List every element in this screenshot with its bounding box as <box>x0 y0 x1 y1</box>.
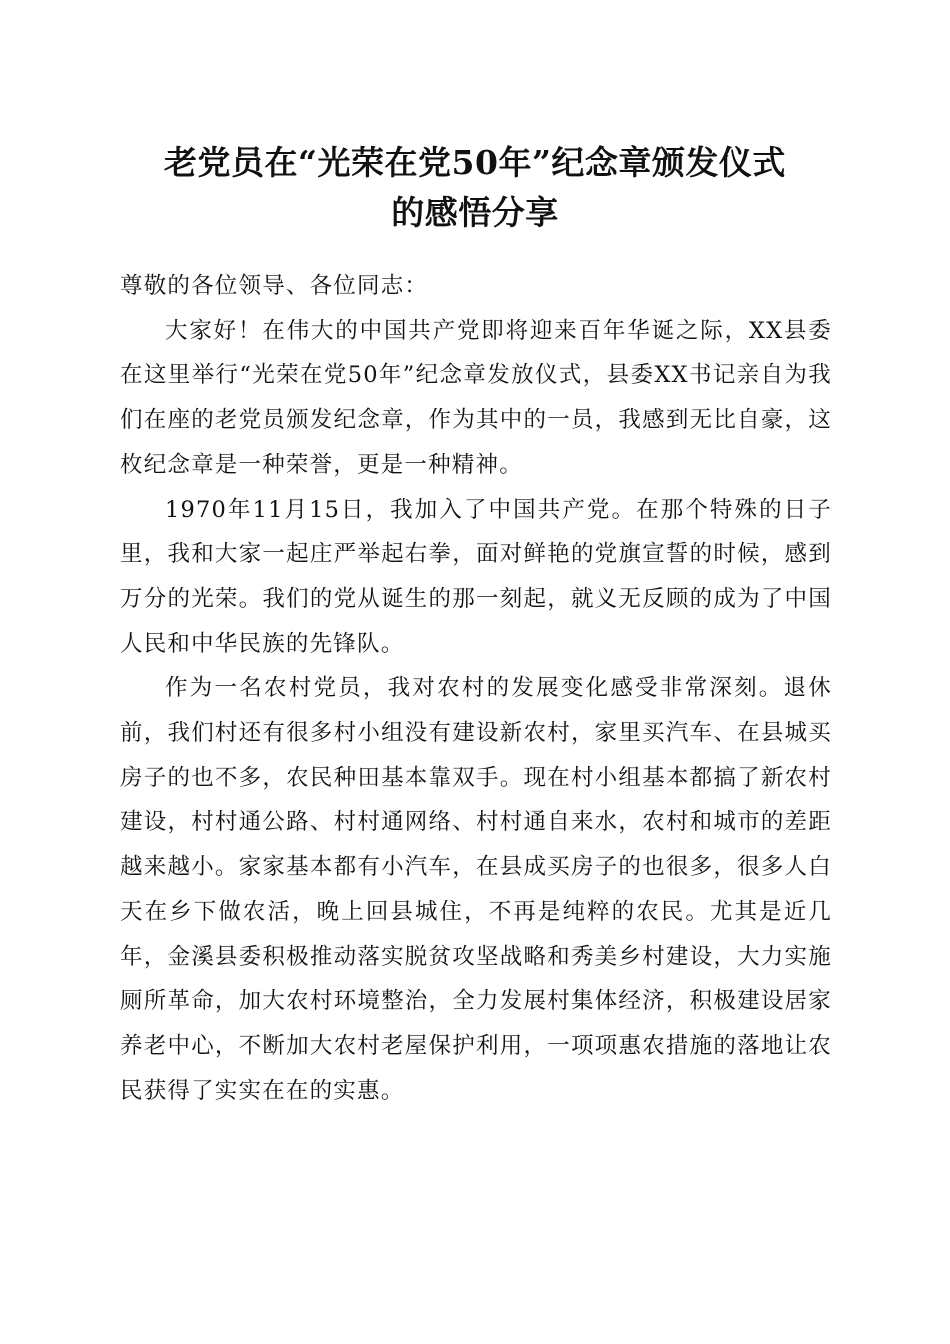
document-body <box>120 264 832 1113</box>
paragraph-rural-development: 作为一名农村党员，我对农村的发展变化感受非常深刻。退休前，我们村还有很多村小组没有建设新农村，家里买汽车、在县城买房子的也不多，农民种田基本靠双手。现在村小组基本都搞了新农村建设，村村通公路、村村通网络、村村通自来水，农村和城市的差距越来越小。家家基本都有小汽车，在县成买房子的也很多，很多人白天在乡下做农活，晚上回县城住，不再是纯粹的农民。尤其是近几年，金溪县委积极推动落实脱贫攻坚战略和秀美乡村建设，大力实施厕所革命，加大农村环境整治，全力发展村集体经济，积极建设居家养老中心，不断加大农村老屋保护利用，一项项惠农措施的落地让农民获得了实实在在的实惠。 <box>120 675 832 1104</box>
title-line-1: 老党员在“光荣在党50年”纪念章颁发仪式 <box>164 143 786 182</box>
paragraph-joining-party: 1970年11月15日，我加入了中国共产党。在那个特殊的日子里，我和大家一起庄严举起右拳，面对鲜艳的党旗宣誓的时候，感到万分的光荣。我们的党从诞生的那一刻起，就义无反顾的成为了中国人民和中华民族的先锋队。 <box>120 496 832 657</box>
title-line-2: 的感悟分享 <box>391 193 559 232</box>
salutation: 尊敬的各位领导、各位同志： <box>120 273 429 299</box>
document-title <box>110 138 840 238</box>
paragraph-greeting: 大家好！在伟大的中国共产党即将迎来百年华诞之际，XX县委在这里举行“光荣在党50年”纪念章发放仪式，县委XX书记亲自为我们在座的老党员颁发纪念章，作为其中的一员，我感到无比自豪，这枚纪念章是一种荣誉，更是一种精神。 <box>120 317 832 478</box>
